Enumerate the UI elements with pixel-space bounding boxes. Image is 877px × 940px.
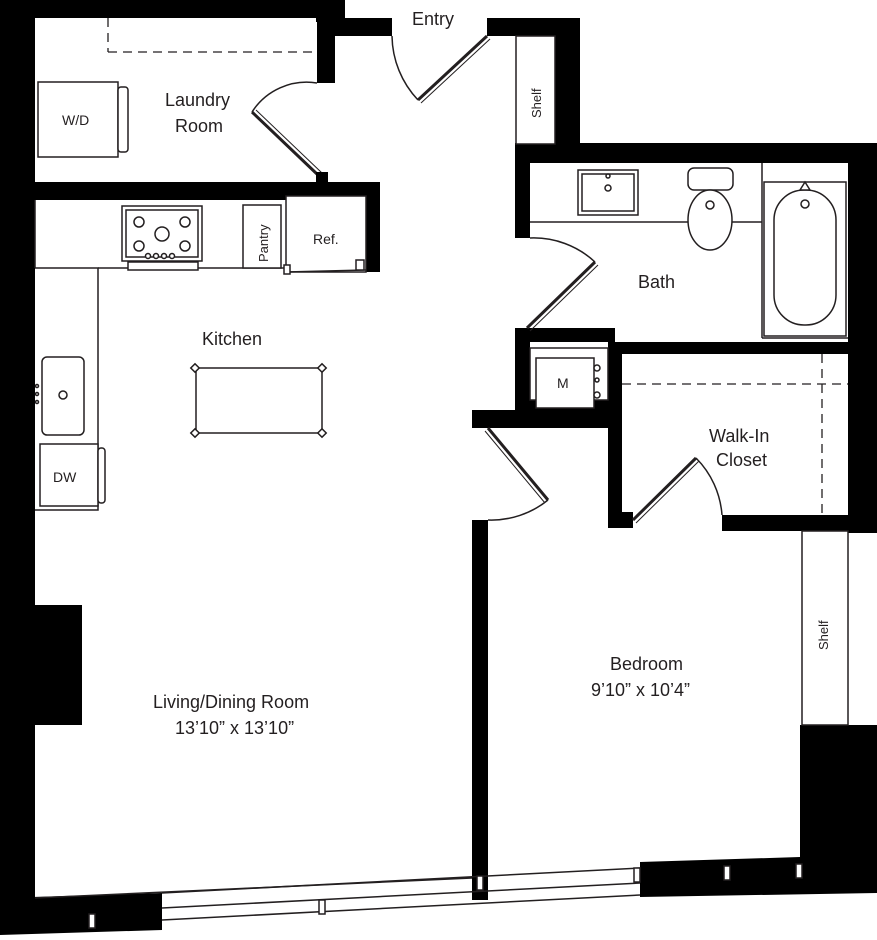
bedroom-shelf-label: Shelf [816, 620, 831, 650]
bath-label: Bath [638, 272, 676, 292]
toilet [688, 168, 733, 190]
bedroom-dimensions: 9’10” x 10’4” [591, 680, 691, 700]
walk-in-closet [622, 354, 848, 523]
laundry-room [38, 18, 328, 184]
bedroom [485, 428, 848, 725]
bath [527, 163, 848, 338]
mechanical-label: M [557, 375, 569, 391]
living-dining-label: Living/Dining Room [153, 692, 310, 712]
mechanical-closet [530, 348, 608, 408]
dishwasher-label: DW [53, 469, 77, 485]
kitchen-island [196, 368, 322, 433]
living-dining-dimensions: 13’10” x 13’10” [175, 718, 295, 738]
entry-shelf-label: Shelf [529, 88, 544, 118]
entry-label: Entry [412, 9, 455, 29]
refrigerator-label: Ref. [313, 231, 339, 247]
bedroom-label: Bedroom [610, 654, 684, 674]
kitchen [35, 196, 366, 510]
washer-dryer-label: W/D [62, 112, 90, 128]
kitchen-label: Kitchen [202, 329, 263, 349]
walk-in-closet-label-line2: Closet [716, 450, 768, 470]
pantry-label: Pantry [256, 224, 271, 262]
walk-in-closet-label-line1: Walk-In [709, 426, 770, 446]
laundry-room-label-line2: Room [175, 116, 224, 136]
laundry-room-label-line1: Laundry [165, 90, 231, 110]
living-dining-room [153, 692, 309, 738]
